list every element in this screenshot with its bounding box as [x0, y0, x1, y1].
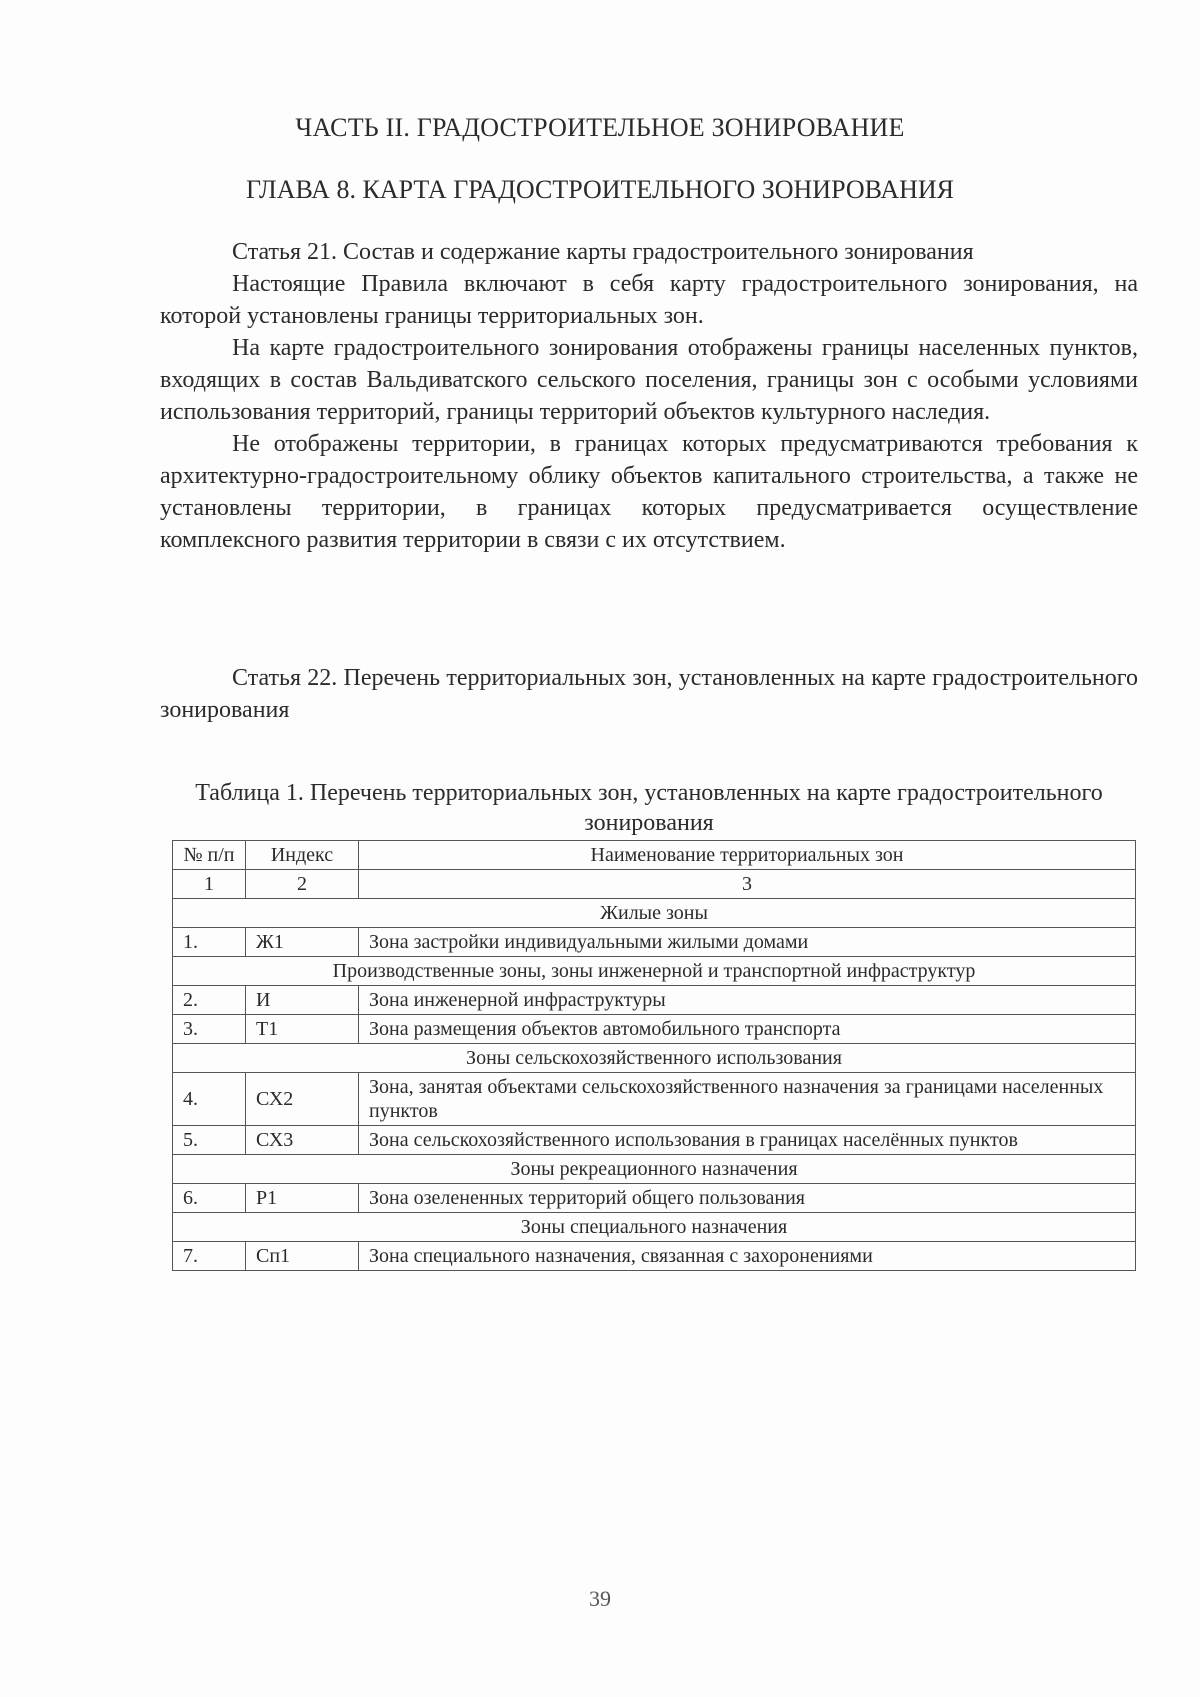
- row-number: 1.: [173, 928, 246, 957]
- article-21-paragraph: На карте градостроительного зонирования отображены границы населенных пунктов, входящих в состав Вальдиватского сельского поселения, границы зон с особыми условиями использования территорий, границы территорий объектов культурного наследия.: [160, 335, 1138, 425]
- column-number-row: [173, 870, 1136, 899]
- article-22-title: Статья 22. Перечень территориальных зон, установленных на карте градостроительного зонирования: [160, 665, 1138, 723]
- row-number: 7.: [173, 1242, 246, 1271]
- article-21-title: Статья 21. Состав и содержание карты градостроительного зонирования: [232, 239, 974, 265]
- row-number: 5.: [173, 1126, 246, 1155]
- row-number: 4.: [173, 1073, 246, 1126]
- column-number: 1: [173, 870, 246, 899]
- row-index: СХ3: [246, 1126, 359, 1155]
- group-title: Жилые зоны: [173, 899, 1136, 928]
- row-index: И: [246, 986, 359, 1015]
- article-22: [160, 662, 1138, 726]
- article-21-paragraph: Не отображены территории, в границах которых предусматриваются требования к архитектурно-градостроительному облику объектов капитального строительства, а также не установлены территории, в границах которых предусматривается осуществление комплексного развития территории в связи с их отсутствием.: [160, 431, 1138, 553]
- table-row: [173, 1073, 1136, 1126]
- table-group-row: [173, 1044, 1136, 1073]
- group-title: Зоны специального назначения: [173, 1213, 1136, 1242]
- table-row: [173, 1015, 1136, 1044]
- group-title: Зоны сельскохозяйственного использования: [173, 1044, 1136, 1073]
- row-number: 6.: [173, 1184, 246, 1213]
- group-title: Зоны рекреационного назначения: [173, 1155, 1136, 1184]
- table-caption: Таблица 1. Перечень территориальных зон, установленных на карте градостроительного зонирования: [195, 780, 1103, 836]
- column-number: 3: [359, 870, 1136, 899]
- row-zone-name: Зона сельскохозяйственного использования в границах населённых пунктов: [359, 1126, 1136, 1155]
- article-21-paragraph: Настоящие Правила включают в себя карту градостроительного зонирования, на которой установлены границы территориальных зон.: [160, 271, 1138, 329]
- header-name: Наименование территориальных зон: [359, 841, 1136, 870]
- table-group-row: [173, 899, 1136, 928]
- row-zone-name: Зона, занятая объектами сельскохозяйственного назначения за границами населенных пунктов: [359, 1073, 1136, 1126]
- table-group-row: [173, 1155, 1136, 1184]
- group-title: Производственные зоны, зоны инженерной и транспортной инфраструктур: [173, 957, 1136, 986]
- part-title: ЧАСТЬ II. ГРАДОСТРОИТЕЛЬНОЕ ЗОНИРОВАНИЕ: [295, 113, 905, 142]
- column-number: 2: [246, 870, 359, 899]
- row-zone-name: Зона размещения объектов автомобильного транспорта: [359, 1015, 1136, 1044]
- row-zone-name: Зона специального назначения, связанная с захоронениями: [359, 1242, 1136, 1271]
- row-index: Сп1: [246, 1242, 359, 1271]
- zones-table: [172, 840, 1136, 1271]
- header-num: № п/п: [173, 841, 246, 870]
- row-zone-name: Зона озелененных территорий общего пользования: [359, 1184, 1136, 1213]
- table-header-row: [173, 841, 1136, 870]
- chapter-title: ГЛАВА 8. КАРТА ГРАДОСТРОИТЕЛЬНОГО ЗОНИРОВАНИЯ: [245, 175, 955, 204]
- row-number: 3.: [173, 1015, 246, 1044]
- table-row: [173, 1184, 1136, 1213]
- row-zone-name: Зона инженерной инфраструктуры: [359, 986, 1136, 1015]
- row-index: Ж1: [246, 928, 359, 957]
- article-21: [160, 236, 1138, 556]
- row-zone-name: Зона застройки индивидуальными жилыми домами: [359, 928, 1136, 957]
- table-row: [173, 1126, 1136, 1155]
- row-index: СХ2: [246, 1073, 359, 1126]
- table-group-row: [173, 1213, 1136, 1242]
- header-index: Индекс: [246, 841, 359, 870]
- row-number: 2.: [173, 986, 246, 1015]
- table-row: [173, 986, 1136, 1015]
- table-row: [173, 928, 1136, 957]
- page-number: 39: [589, 1586, 611, 1611]
- table-group-row: [173, 957, 1136, 986]
- row-index: Р1: [246, 1184, 359, 1213]
- row-index: Т1: [246, 1015, 359, 1044]
- table-row: [173, 1242, 1136, 1271]
